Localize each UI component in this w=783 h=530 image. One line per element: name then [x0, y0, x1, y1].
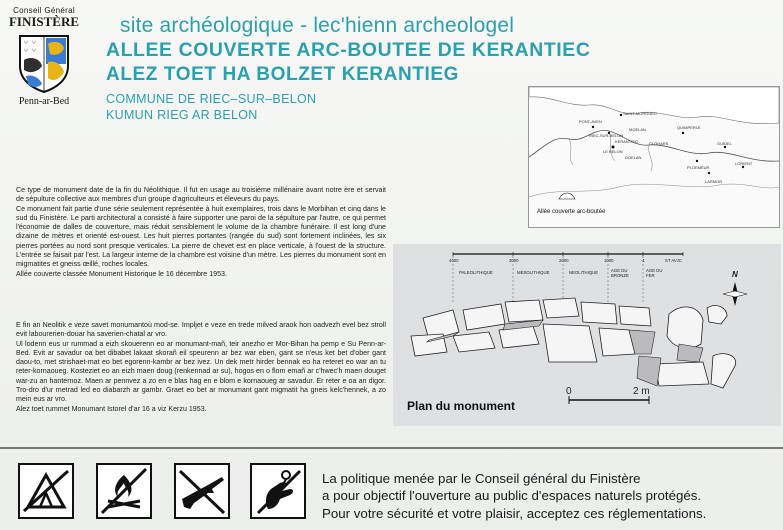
no-fire-icon	[96, 463, 152, 519]
map-place-label: LE BELON	[603, 149, 623, 154]
logo-org-line1: Conseil Général	[13, 6, 75, 15]
timeline-date: -1	[641, 258, 645, 263]
map-place-label: LORIENT	[735, 161, 753, 166]
logo-org-line2: FINISTÈRE	[8, 14, 80, 29]
divider	[0, 447, 783, 449]
timeline-period: MESOLITHIQUE	[517, 270, 550, 275]
map-place-label: MOELAN	[629, 127, 646, 132]
timeline-period: AGE DU BRONZE	[611, 268, 629, 278]
footer-line: Pour votre sécurité et votre plaisir, acceptez ces réglementations.	[322, 505, 707, 521]
timeline-date: 3000	[509, 258, 519, 263]
coat-of-arms-icon	[16, 32, 72, 94]
text-breton	[16, 321, 386, 414]
no-picking-icon	[250, 463, 306, 519]
coastline-map	[529, 87, 779, 227]
map-place-label: LARMOR	[705, 179, 723, 184]
north-arrow-icon	[723, 282, 747, 306]
regulations-text	[322, 470, 706, 522]
conseil-general-logo	[6, 6, 82, 107]
timeline-period: AGE DU FER	[646, 268, 663, 278]
map-place-label: QUIMPERLE	[677, 125, 701, 130]
commune-br: KUMUN RIEG AR BELON	[106, 108, 258, 122]
timeline-date: 2000	[559, 258, 569, 263]
monument-plan	[393, 244, 781, 426]
scale-end-label: 2 m	[633, 386, 650, 397]
no-camping-icon	[18, 463, 74, 519]
plan-title: Plan du monument	[407, 399, 515, 413]
footer-line: a pour objectif l'ouverture au public d'espaces naturels protégés.	[322, 488, 702, 504]
timeline-period: PALEOLITHIQUE	[459, 270, 493, 275]
monument-title-br: ALEZ TOET HA BOLZET KERANTIEG	[106, 64, 460, 85]
timeline-date: ST AVJC	[665, 258, 683, 263]
no-hunting-icon	[174, 463, 230, 519]
scale-start-label: 0	[566, 386, 572, 397]
monument-title-fr: ALLEE COUVERTE ARC-BOUTEE DE KERANTIEC	[106, 40, 591, 61]
map-place-label: PONT-AVEN	[579, 119, 602, 124]
map-place-label: KERANTIEC	[615, 139, 638, 144]
map-caption: Allée couverte arc-boutée	[537, 209, 606, 215]
text-br-paragraph: Alez toet rummet Monumant Istorel d'ar 16 a viz Kerzu 1953.	[16, 404, 207, 413]
map-place-label: DOELAN	[625, 155, 642, 160]
map-place-label: CLOHARS	[649, 141, 669, 146]
logo-motto: Penn-ar-Bed	[18, 96, 70, 107]
text-br-paragraph: Ul lodenn eus ur rummad a eizh skouerenn eo ar monumant-mañ, teir anezho er Mor-Bihan ha pemp e Su Penn-ar-Bed. Evit ar savadur oa bet dibabet lakaat skorañ eil speurenn ar bez war eben, gant se n'eus ket bet d'ober gant daou-to, met strishaet-mat eo bet egorenn-kambr ar bez ivez. Un dek metr hirder bennak eo ha reteret eo war an tu reter-kornaoueg. Kosteziet eo an eizh maen doug (renkennad ar su), hogos en o flom emañ ar c'hwec'h maen douget war-zu an hanternoz. Maen ar pennvez a zo en e blas hag en e blom e kornaoueg ar savadur. Er reter e oa an digor. Tro-dro d'ur metrad led eo diabarzh ar gambr. Graet eo bet ar monumant gant migmatit ha gneis kelc'hennek, a zo mein eus ar vro.	[16, 339, 386, 404]
map-place-label: SAINT-MORGUED	[623, 111, 657, 116]
timeline-period: NEOLITHIQUE	[569, 270, 599, 275]
text-french	[16, 186, 386, 279]
north-label: N	[732, 270, 738, 279]
location-map	[528, 86, 780, 228]
text-fr-paragraph: Ce monument fait partie d'une série seulement représentée à huit exemplaires, trois dans le Morbihan et cinq dans le sud du Finistère. Le parti architectural a consisté à faire supporter une paroi de la sépulture par l'autre, ce qui permet l'économie de dalles de couverture, mais réduit sensiblement le volume de la chambre funéraire. Il est long d'une dizaine de mètres et orienté est-ouest. Les huit pierres portantes (rangée du sud) sont fortement inclinées, les six pierres portées au nord sont presque verticales. La pierre de chevet est en place verticale, à l'ouest de la structure. L'entrée se faisait par l'est. La largeur interne de la chambre est voisine d'un mètre. Les pierres du monument sont en migmatites et gneiss œillé, roches locales.	[16, 204, 386, 269]
text-fr-paragraph: Allée couverte classée Monument Historique le 16 décembre 1953.	[16, 269, 227, 278]
commune-fr: COMMUNE DE RIEC–SUR–BELON	[106, 92, 317, 106]
footer-line: La politique menée par le Conseil général du Finistère	[322, 471, 641, 486]
text-fr-paragraph: Ce type de monument date de la fin du Néolithique. Il fut en usage au troisième millénaire avant notre ère et servait de sépulture collective aux membres d'un groupe d'agriculteurs et éleveurs du pays.	[16, 186, 386, 204]
map-place-label: GUIDEL	[717, 141, 732, 146]
timeline-date: 1000	[604, 258, 614, 263]
site-title: site archéologique - lec'hienn archeologel	[120, 14, 515, 37]
timeline-date: 4000	[449, 258, 459, 263]
map-place-label: PLOEMEUR	[687, 165, 710, 170]
text-br-paragraph: E fin an Neolitik e veze savet monumantoù mod-se. Impljet e veze en trede milved araok hon oadvezh evel bez stroll evit labourerien-douar ha saverien-chatal ar vro.	[16, 321, 386, 339]
map-place-label: RIEC-SUR-BELON	[589, 133, 624, 138]
